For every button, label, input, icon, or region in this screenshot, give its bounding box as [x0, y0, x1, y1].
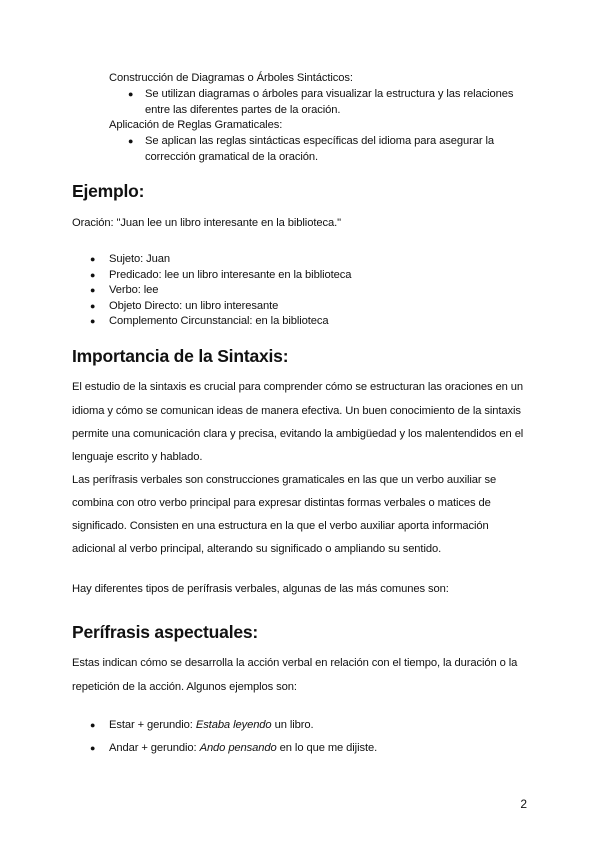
- paragraph-line: Estas indican cómo se desarrolla la acción verbal en relación con el tiempo, la duración o la: [72, 657, 518, 669]
- list-item: Verbo: lee: [109, 284, 159, 296]
- example-label: Estar + gerundio:: [109, 719, 196, 731]
- list-item: Sujeto: Juan: [109, 253, 170, 265]
- paragraph-line: adicional al verbo principal, alterando su significado o ampliando su sentido.: [72, 543, 442, 555]
- paragraph-line: significado. Consisten en una estructura en la que el verbo auxiliar aporta información: [72, 520, 489, 532]
- list-item-title: Construcción de Diagramas o Árboles Sintácticos:: [109, 72, 353, 84]
- section-heading-aspectuales: Perífrasis aspectuales:: [72, 622, 259, 642]
- paragraph-line: Las perífrasis verbales son construcciones gramaticales en las que un verbo auxiliar se: [72, 474, 497, 486]
- bullet-icon: ●: [90, 720, 96, 730]
- list-item: [109, 741, 377, 756]
- paragraph-line: repetición de la acción. Algunos ejemplos son:: [72, 681, 297, 693]
- page-number: 2: [520, 797, 527, 811]
- bullet-icon: ●: [128, 89, 134, 99]
- paragraph-line: idioma y cómo se comunican ideas de manera efectiva. Un buen conocimiento de la sintaxis: [72, 405, 521, 417]
- bullet-icon: ●: [90, 316, 96, 326]
- bullet-icon: ●: [90, 270, 96, 280]
- list-item-text: corrección gramatical de la oración.: [145, 151, 318, 163]
- list-item-title: Aplicación de Reglas Gramaticales:: [109, 119, 283, 131]
- list-item: Complemento Circunstancial: en la biblioteca: [109, 315, 329, 327]
- list-item: [109, 718, 313, 733]
- bullet-icon: ●: [90, 285, 96, 295]
- example-sentence: Oración: "Juan lee un libro interesante en la biblioteca.": [72, 217, 341, 229]
- list-item-text: entre las diferentes partes de la oración.: [145, 104, 341, 116]
- paragraph-line: combina con otro verbo principal para expresar distintas formas verbales o matices de: [72, 497, 491, 509]
- example-label: Andar + gerundio:: [109, 742, 200, 754]
- bullet-icon: ●: [90, 743, 96, 753]
- paragraph-line: Hay diferentes tipos de perífrasis verbales, algunas de las más comunes son:: [72, 583, 449, 595]
- list-item-text: Se aplican las reglas sintácticas específicas del idioma para asegurar la: [145, 135, 495, 147]
- example-italic: Estaba leyendo: [195, 719, 272, 731]
- section-heading-ejemplo: Ejemplo:: [72, 181, 145, 201]
- paragraph-line: lenguaje escrito y hablado.: [72, 451, 203, 463]
- bullet-icon: ●: [128, 136, 134, 146]
- bullet-icon: ●: [90, 301, 96, 311]
- example-rest: en lo que me dijiste.: [276, 742, 378, 754]
- paragraph-line: El estudio de la sintaxis es crucial para comprender cómo se estructuran las oraciones en un: [72, 381, 523, 393]
- example-rest: un libro.: [271, 719, 314, 731]
- example-italic: Ando pensando: [199, 742, 277, 754]
- paragraph-line: permite una comunicación clara y precisa, evitando la ambigüedad y los malentendidos en el: [72, 428, 524, 440]
- list-item-text: Se utilizan diagramas o árboles para visualizar la estructura y las relaciones: [145, 88, 514, 100]
- bullet-icon: ●: [90, 254, 96, 264]
- list-item: Predicado: lee un libro interesante en la biblioteca: [109, 269, 352, 281]
- list-item: Objeto Directo: un libro interesante: [109, 300, 279, 312]
- section-heading-importancia: Importancia de la Sintaxis:: [72, 346, 289, 366]
